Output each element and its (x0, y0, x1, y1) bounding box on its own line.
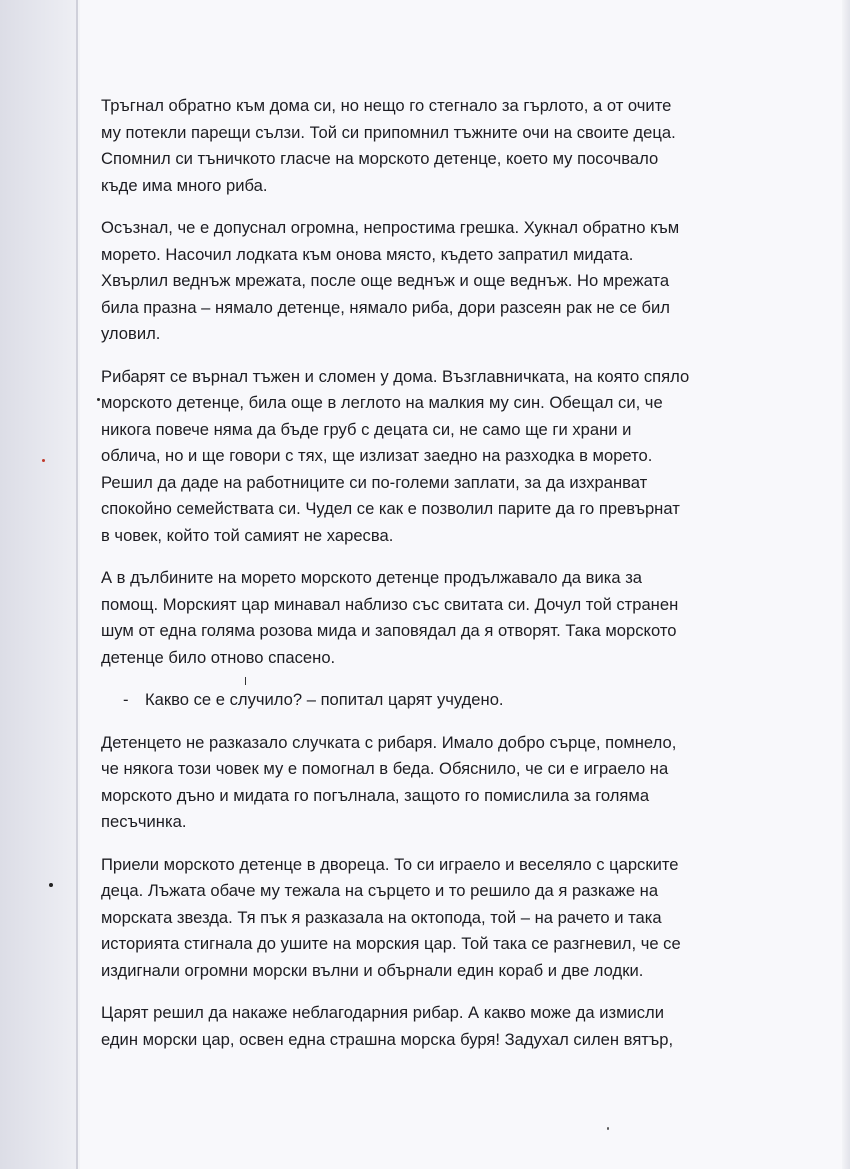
paragraph: Детенцето не разказало случката с рибаря. Имало добро сърце, помнело, че някога този човек му е помогнал в беда. Обяснило, че си е играело на морското дъно и мидата го погълнала, защото го помислила за голяма песъчинка. (101, 732, 677, 831)
dialog-dash: - (123, 690, 129, 709)
paragraph: Осъзнал, че е допуснал огромна, непростима грешка. Хукнал обратно към морето. Насочил лодката към онова място, където запратил мидата. Хвърлил веднъж мрежата, после още веднъж и още веднъж. Но мрежата била празна – нямало детенце, нямало риба, дори разсеян рак не се бил уловил. (101, 218, 680, 343)
paragraph: А в дълбините на морето морското детенце продължавало да вика за помощ. Морският цар минавал наблизо със свитата си. Дочул той странен шум от една голяма розова мида и заповядал да я отворят. Така морското детенце било отново спасено. (101, 568, 679, 667)
paragraph: Приели морското детенце в двореца. То си играело и веселяло с царските деца. Лъжата обаче му тежала на сърцето и то решило да я разкаже на морската звезда. Тя пък я разказала на октопода, той – на рачето и така историята стигнала до ушите на морския цар. Той така се разгневил, че се издигнали огромни морски вълни и обърнали един кораб и две лодки. (101, 854, 681, 980)
scan-speck (97, 398, 100, 401)
scanner-shadow-strip (0, 0, 78, 1169)
page-right-edge (842, 0, 850, 1169)
paragraph: Рибарят се върнал тъжен и сломен у дома. Възглавничката, на която спяло морското детенце, била още в леглото на малкия му син. Обещал си, че никога повече няма да бъде груб с децата си, не само ще ги храни и облича, но и ще говори с тях, ще излизат заедно на разходка в морето. Решил да даде на работниците си по-големи заплати, за да изхранват спокойно семействата си. Чудел се как е позволил парите да го превърнат в човек, който той самият не харесва. (101, 366, 690, 545)
dialog-line (101, 687, 741, 714)
scan-speck (42, 459, 45, 462)
scan-speck (49, 883, 53, 887)
scan-speck (607, 1127, 609, 1130)
paragraph: Тръгнал обратно към дома си, но нещо го стегнало за гърлото, а от очите му потекли парещи сълзи. Той си припомнил тъжните очи на своите деца. Спомнил си тъничкото гласче на морското детенце, което му посочвало къде има много риба. (101, 96, 676, 195)
paragraph: Царят решил да накаже неблагодарния рибар. А какво може да измисли един морски цар, освен една страшна морска буря! Задухал силен вятър, (101, 1003, 674, 1049)
document-body (101, 93, 741, 1069)
dialog-text: Какво се е случило? – попитал царят учудено. (145, 690, 504, 709)
